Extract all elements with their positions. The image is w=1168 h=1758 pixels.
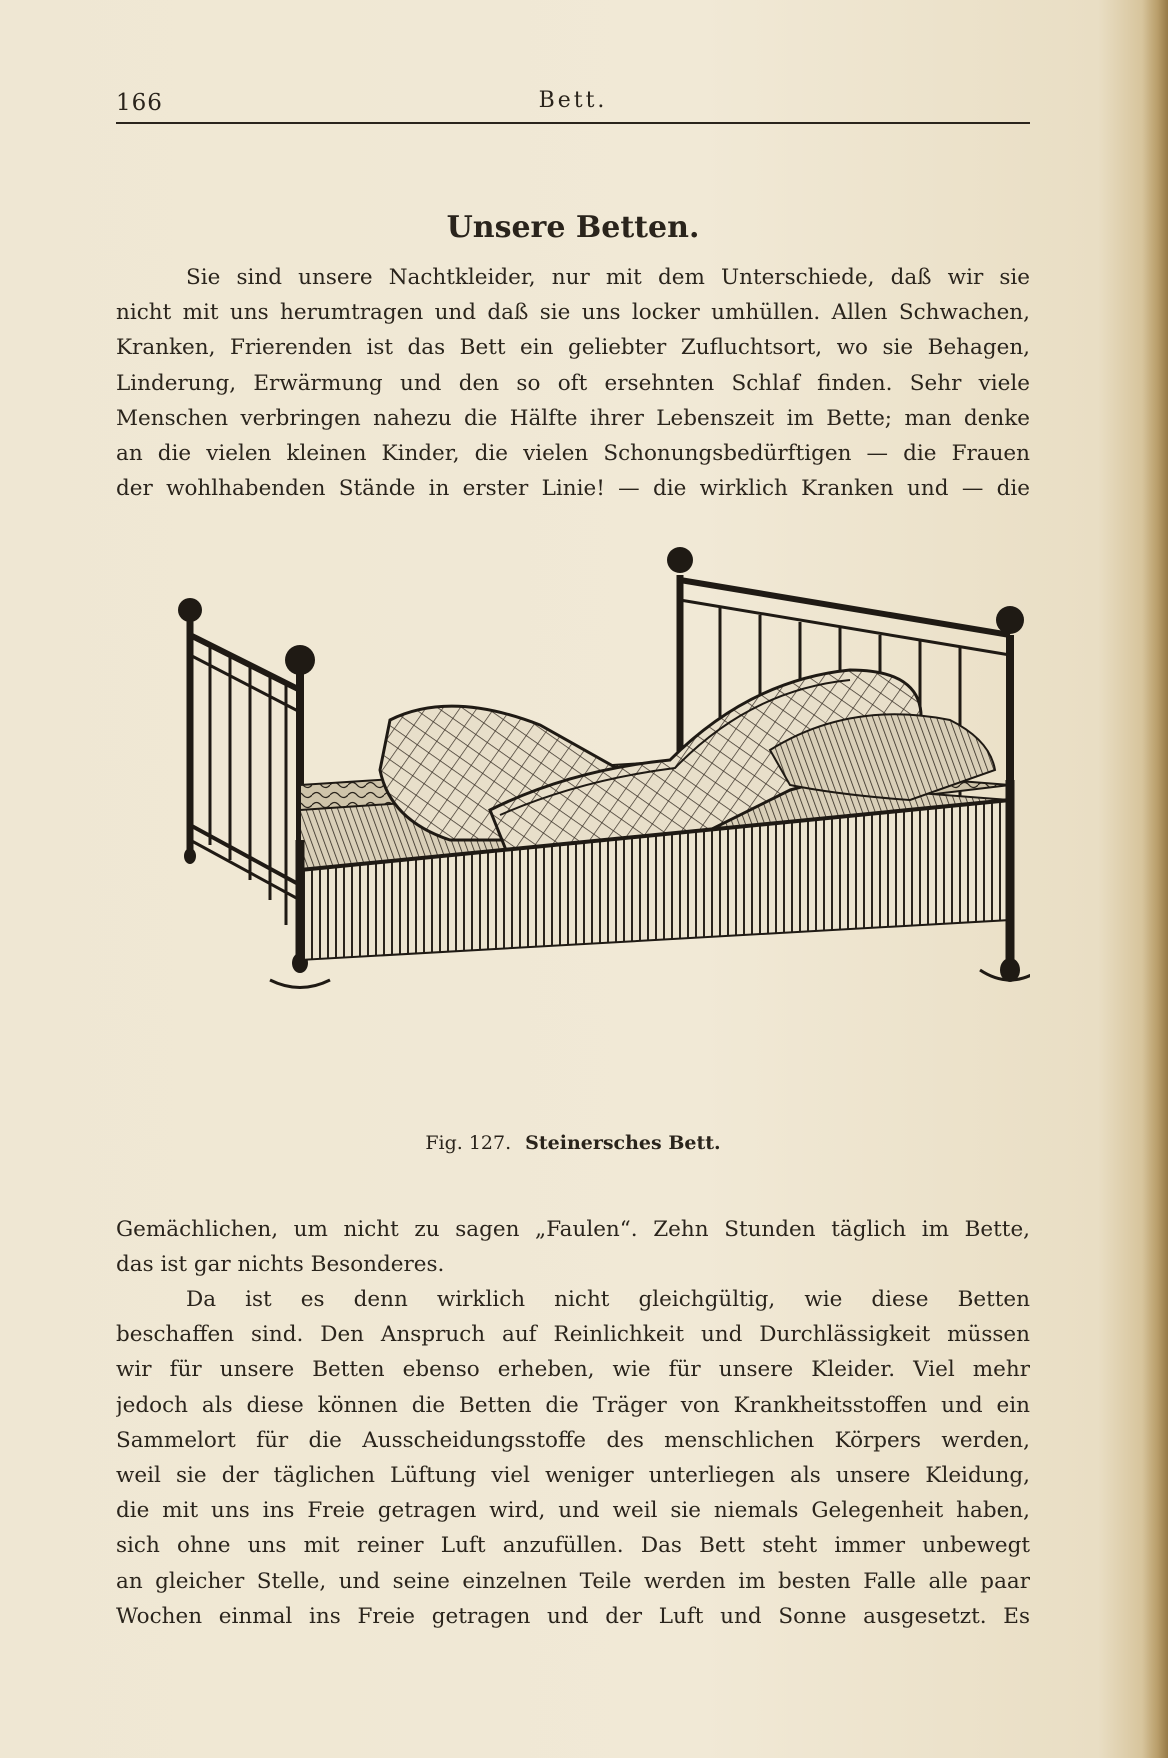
running-header-title: Bett. <box>538 88 608 113</box>
bed-illustration <box>150 540 1030 1090</box>
section-title: Unsere Betten. <box>446 210 700 245</box>
paragraph-1 <box>116 260 1030 506</box>
text-line: das ist gar nichts Besonderes. <box>116 1252 445 1278</box>
text-line: Menschen verbringen nahezu die Hälfte ihrer Lebenszeit im Bette; man denke <box>116 405 1030 431</box>
text-line: Sie sind unsere Nachtkleider, nur mit dem Unterschiede, daß wir sie <box>186 265 1030 290</box>
text-line: Wochen einmal ins Freie getragen und der Luft und Sonne ausgesetzt. Es <box>116 1603 1030 1629</box>
figure-title: Steinersches Bett. <box>525 1132 721 1154</box>
text-line: an die vielen kleinen Kinder, die vielen Schonungsbedürftigen — die Frauen <box>116 441 1030 467</box>
text-line: Linderung, Erwärmung und den so oft ersehnten Schlaf finden. Sehr viele <box>116 370 1030 396</box>
text-line: weil sie der täglichen Lüftung viel weniger unterliegen als unsere Kleidung, <box>116 1463 1030 1489</box>
figure-label: Fig. 127. <box>425 1132 512 1154</box>
text-line: nicht mit uns herumtragen und daß sie uns locker umhüllen. Allen Schwachen, <box>116 300 1030 326</box>
text-line: sich ohne uns mit reiner Luft anzufüllen. Das Bett steht immer unbewegt <box>116 1533 1030 1559</box>
paragraph-2 <box>116 1212 1030 1282</box>
text-line: beschaffen sind. Den Anspruch auf Reinlichkeit und Durchlässigkeit müssen <box>116 1322 1030 1348</box>
text-line: Gemächlichen, um nicht zu sagen „Faulen“. Zehn Stunden täglich im Bette, <box>116 1217 1030 1242</box>
text-line: wir für unsere Betten ebenso erheben, wie für unsere Kleider. Viel mehr <box>116 1357 1030 1383</box>
text-line: die mit uns ins Freie getragen wird, und weil sie niemals Gelegenheit haben, <box>116 1498 1030 1524</box>
running-header <box>116 86 1030 124</box>
text-line: Kranken, Frierenden ist das Bett ein geliebter Zufluchtsort, wo sie Behagen, <box>116 335 1030 361</box>
paragraph-3 <box>116 1282 1030 1634</box>
foot-end-frame <box>190 620 300 955</box>
page-number: 166 <box>116 90 163 116</box>
text-line: jedoch als diese können die Betten die Träger von Krankheitsstoffen und ein <box>116 1392 1030 1418</box>
figure-caption <box>116 1132 1030 1154</box>
text-line: Da ist es denn wirklich nicht gleichgültig, wie diese Betten <box>186 1287 1030 1312</box>
text-line: Sammelort für die Ausscheidungsstoffe des menschlichen Körpers werden, <box>116 1427 1030 1453</box>
text-line: an gleicher Stelle, und seine einzelnen Teile werden im besten Falle alle paar <box>116 1568 1030 1594</box>
text-line: der wohlhabenden Stände in erster Linie! — die wirklich Kranken und — die <box>116 476 1030 502</box>
page-edge-shadow <box>1142 0 1168 1758</box>
